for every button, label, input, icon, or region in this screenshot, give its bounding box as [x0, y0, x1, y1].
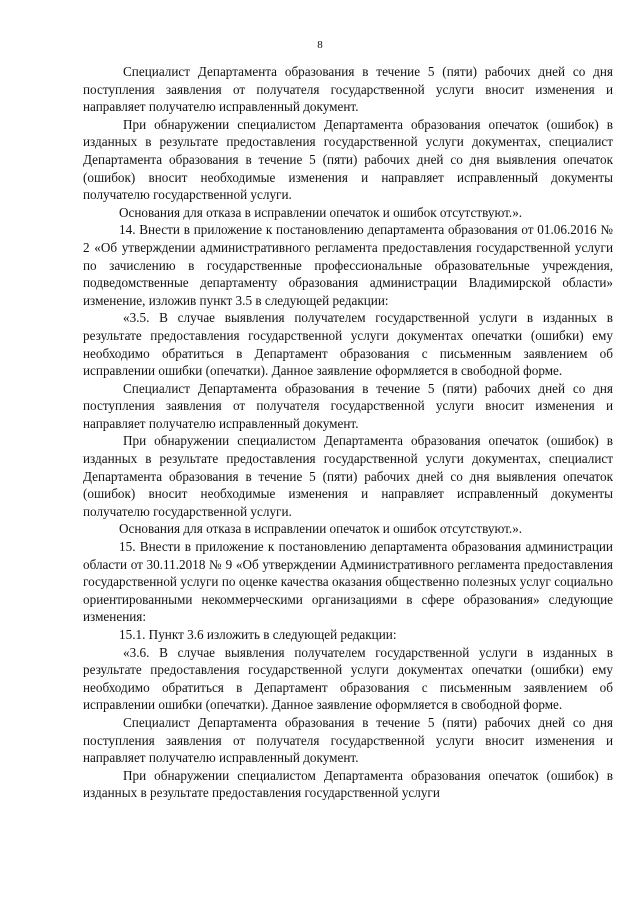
- paragraph: При обнаружении специалистом Департамента образования опечаток (ошибок) в изданных в результате предоставления государственной услуги: [83, 767, 613, 801]
- paragraph: 15.1. Пункт 3.6 изложить в следующей редакции:: [119, 627, 397, 642]
- paragraph: Основания для отказа в исправлении опечаток и ошибок отсутствуют.».: [119, 204, 523, 220]
- paragraph: Специалист Департамента образования в течение 5 (пяти) рабочих дней со дня поступления заявления от получателя государственной услуги вносит изменения и направляет получателю исправленный документ.: [83, 714, 613, 766]
- paragraph: При обнаружении специалистом Департамента образования опечаток (ошибок) в изданных в результате предоставления государственной услуги документах, специалист Департамента образования в течение 5 (пяти) рабочих дней со дня выявления опечаток (ошибок) вносит необходимые изменения и направляет исправленный документы получателю государственной услуги.: [83, 116, 613, 203]
- paragraph: 14. Внести в приложение к постановлению департамента образования от 01.06.2016 № 2 «Об утверждении административного регламента предоставления государственной услуги по зачислению в государственные профессиональные образовательные учреждения, подведомственные департаменту образования администрации Владимирской области» изменение, изложив пункт 3.5 в следующей редакции:: [83, 222, 613, 308]
- page-number: 8: [317, 39, 323, 51]
- paragraph: «3.6. В случае выявления получателем государственной услуги в изданных в результате предоставления государственной услуги документах опечатки (ошибки) ему необходимо обратиться в Департамент образования с письменным заявлением об исправлении ошибки (опечатки). Данное заявление оформляется в свободной форме.: [83, 644, 613, 713]
- paragraph: Специалист Департамента образования в течение 5 (пяти) рабочих дней со дня поступления заявления от получателя государственной услуги вносит изменения и направляет получателю исправленный документ.: [83, 380, 613, 431]
- paragraph: 15. Внести в приложение к постановлению департамента образования администрации области от 30.11.2018 № 9 «Об утверждении Административного регламента предоставления государственной услуги по оценке качества оказания общественно полезных услуг социально ориентированными некоммерческими организациями в сфере образования» следующие изменения:: [83, 539, 613, 625]
- paragraph: Основания для отказа в исправлении опечаток и ошибок отсутствуют.».: [119, 521, 523, 537]
- paragraph: «3.5. В случае выявления получателем государственной услуги в изданных в результате предоставления государственной услуги документах опечатки (ошибки) ему необходимо обратиться в Департамент образования с письменным заявлением об исправлении ошибки (опечатки). Данное заявление оформляется в свободной форме.: [83, 310, 613, 379]
- document-body: [83, 63, 613, 802]
- paragraph: Специалист Департамента образования в течение 5 (пяти) рабочих дней со дня поступления заявления от получателя государственной услуги вносит изменения и направляет получателю исправленный документ.: [83, 64, 613, 115]
- paragraph: При обнаружении специалистом Департамента образования опечаток (ошибок) в изданных в результате предоставления государственной услуги документах, специалист Департамента образования в течение 5 (пяти) рабочих дней со дня выявления опечаток (ошибок) вносит необходимые изменения и направляет исправленный документы получателю государственной услуги.: [83, 433, 613, 519]
